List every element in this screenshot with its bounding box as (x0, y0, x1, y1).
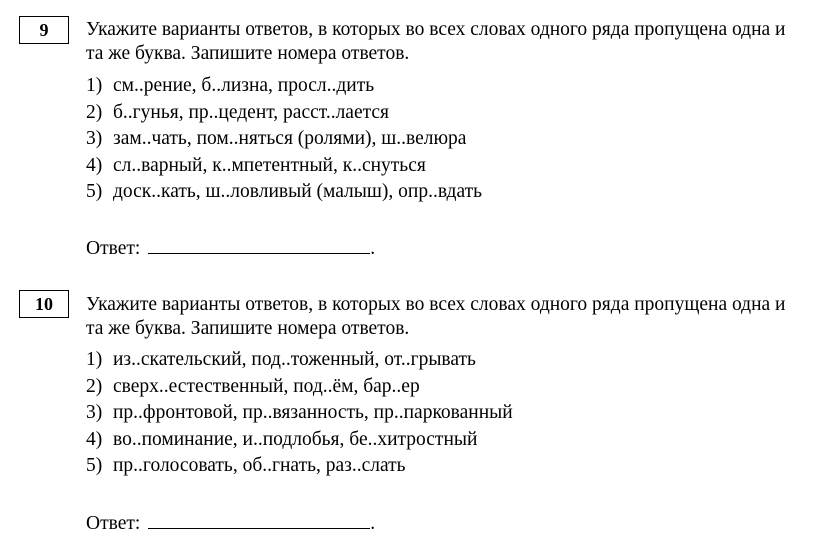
task-number-box: 10 (19, 290, 69, 318)
option-number: 4) (86, 154, 103, 176)
answer-field[interactable] (148, 235, 370, 254)
answer-period: . (370, 513, 376, 534)
option-text: из..скательский, под..тоженный, от..грывать (113, 349, 476, 370)
task-prompt: Укажите варианты ответов, в которых во всех словах одного ряда пропущена одна и та же буква. Запишите номера ответов. (86, 19, 786, 64)
task-number-box: 9 (19, 16, 69, 44)
answer-line (86, 510, 375, 536)
option-number: 2) (86, 375, 103, 397)
option-text: сверх..естественный, под..ём, бар..ер (113, 375, 420, 397)
option-number: 1) (86, 349, 103, 370)
answer-line (86, 235, 375, 261)
option-number: 2) (86, 101, 103, 123)
option-text: сл..варный, к..мпетентный, к..снуться (113, 154, 426, 176)
answer-option (86, 153, 482, 180)
option-text: см..рение, б..лизна, просл..дить (113, 75, 375, 96)
answer-field[interactable] (148, 510, 370, 529)
option-text: пр..голосовать, об..гнать, раз..слать (113, 455, 406, 476)
answer-option (86, 347, 513, 374)
answer-options (86, 347, 513, 480)
option-text: б..гунья, пр..цедент, расст..лается (113, 101, 389, 123)
answer-option (86, 374, 513, 401)
option-number: 1) (86, 75, 103, 96)
answer-label: Ответ: (86, 513, 141, 534)
option-number: 3) (86, 402, 103, 423)
answer-option (86, 400, 513, 427)
option-text: зам..чать, пом..няться (ролями), ш..велюра (113, 128, 467, 149)
answer-option (86, 126, 482, 153)
answer-period: . (370, 238, 376, 259)
answer-label: Ответ: (86, 238, 141, 259)
answer-options (86, 73, 482, 206)
option-text: доск..кать, ш..ловливый (малыш), опр..вдать (113, 181, 483, 202)
answer-option (86, 179, 482, 206)
answer-option (86, 427, 513, 454)
answer-option (86, 73, 482, 100)
option-text: во..поминание, и..подлобья, бе..хитростный (113, 428, 478, 450)
option-number: 5) (86, 455, 103, 476)
answer-option (86, 453, 513, 480)
task-prompt: Укажите варианты ответов, в которых во всех словах одного ряда пропущена одна и та же буква. Запишите номера ответов. (86, 294, 786, 339)
option-number: 3) (86, 128, 103, 149)
answer-option (86, 100, 482, 127)
option-number: 4) (86, 428, 103, 450)
option-text: пр..фронтовой, пр..вязанность, пр..паркованный (113, 402, 513, 423)
option-number: 5) (86, 181, 103, 202)
